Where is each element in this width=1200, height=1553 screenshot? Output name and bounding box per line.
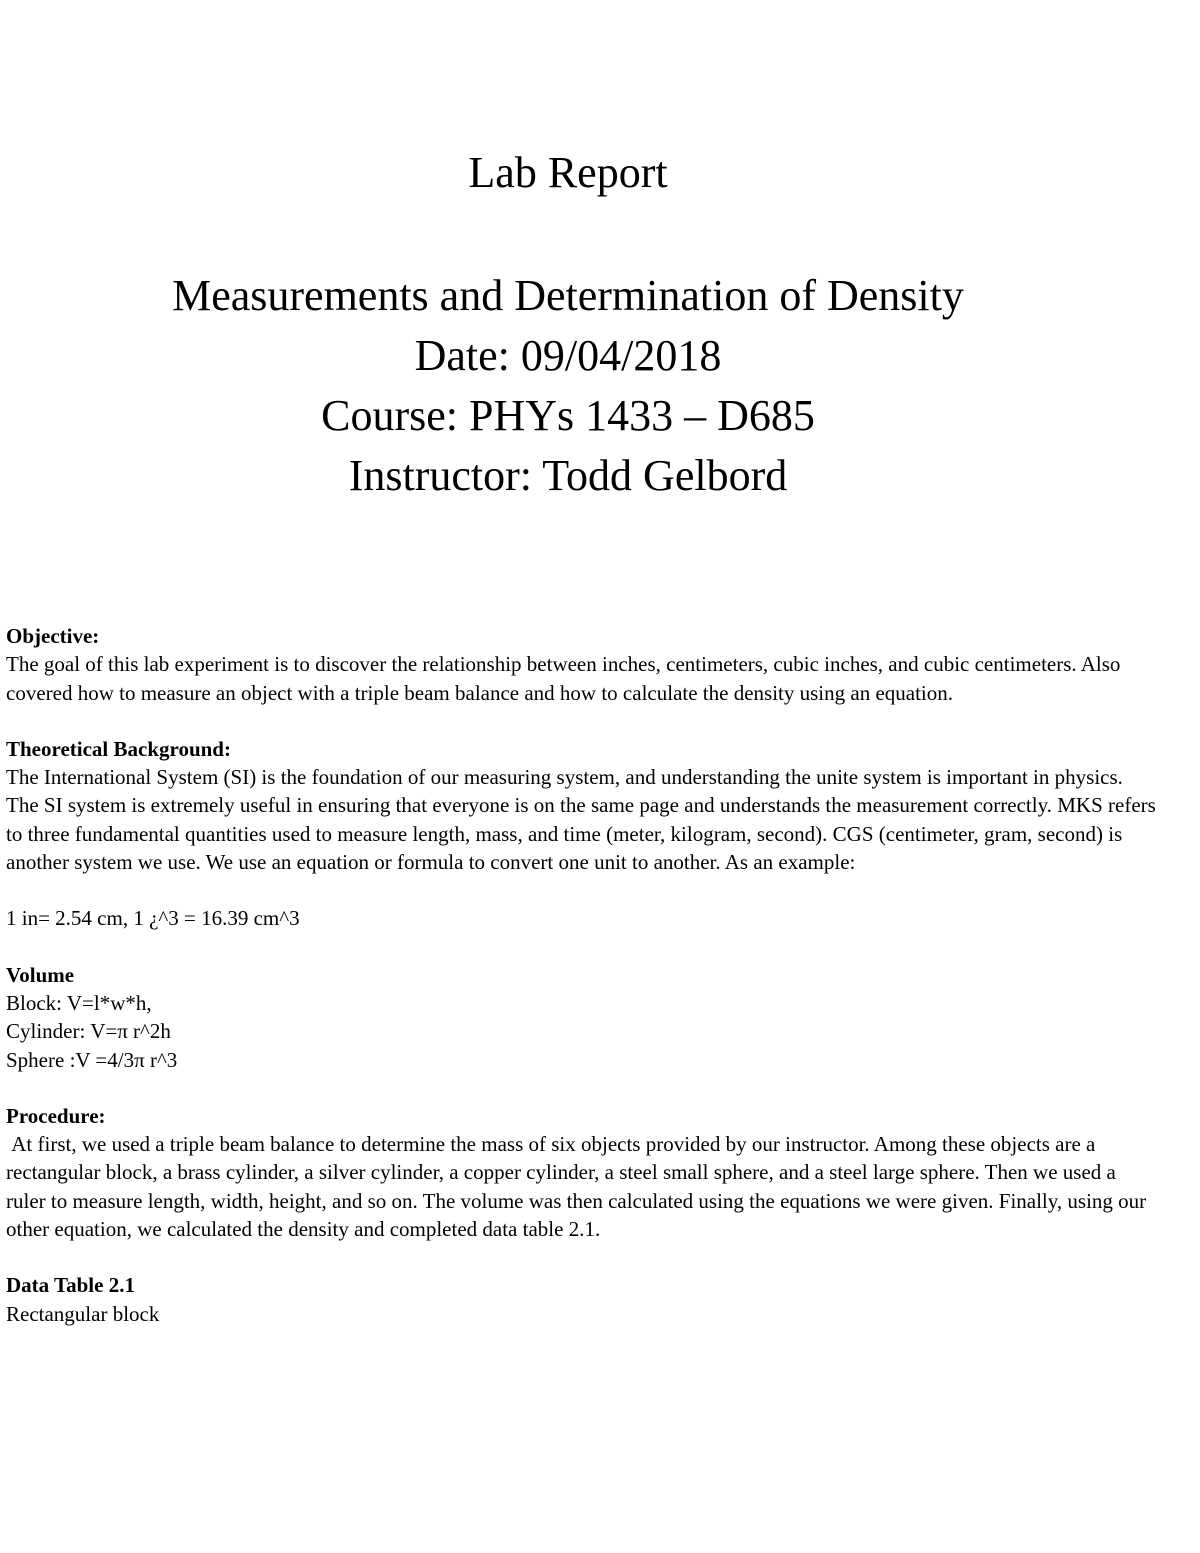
procedure-section [6, 1102, 1156, 1243]
report-subtitle: Measurements and Determination of Density [172, 271, 964, 320]
background-text: The International System (SI) is the foundation of our measuring system, and understanding the unite system is important in physics. The SI system is extremely useful in ensuring that everyone is on the same page and understands the measurement correctly. MKS refers to three fundamental quantities used to measure length, mass, and time (meter, kilogram, second). CGS (centimeter, gram, second) is another system we use. We use an equation or formula to convert one unit to another. As an example: [6, 765, 1156, 875]
volume-block-formula: Block: V=l*w*h, [6, 990, 152, 1015]
procedure-heading: Procedure: [6, 1103, 106, 1128]
title-details [0, 266, 1136, 506]
report-course: Course: PHYs 1433 – D685 [321, 391, 815, 440]
background-heading: Theoretical Background: [6, 736, 231, 761]
volume-heading: Volume [6, 962, 75, 987]
report-date: Date: 09/04/2018 [414, 331, 722, 380]
objective-heading: Objective: [6, 624, 100, 648]
volume-section [6, 961, 1156, 1074]
objective-section [6, 622, 1156, 707]
data-table-caption: Rectangular block [6, 1301, 160, 1326]
volume-sphere-formula: Sphere :V =4/3π r^3 [6, 1047, 178, 1072]
objective-text: The goal of this lab experiment is to discover the relationship between inches, centimeters, cubic inches, and cubic centimeters. Also covered how to measure an object with a triple beam balance and how to calculate the density using an equation. [6, 652, 1121, 705]
data-table-section [6, 1271, 1156, 1328]
data-table-heading: Data Table 2.1 [6, 1273, 135, 1298]
procedure-text: At first, we used a triple beam balance to determine the mass of six objects provided by our instructor. Among these objects are a rectangular block, a brass cylinder, a silver cylinder, a copper cylinder, a steel small sphere, and a steel large sphere. Then we used a ruler to measure length, width, height, and so on. The volume was then calculated using the equations we were given. Finally, using our other equation, we calculated the density and completed data table 2.1. [6, 1132, 1152, 1242]
conversion-example: 1 in= 2.54 cm, 1 ¿^3 = 16.39 cm^3 [6, 906, 300, 931]
report-instructor: Instructor: Todd Gelbord [348, 451, 788, 500]
page-title: Lab Report [468, 148, 668, 197]
report-body [6, 622, 1156, 1328]
volume-cylinder-formula: Cylinder: V=π r^2h [6, 1019, 171, 1044]
background-section [6, 735, 1156, 933]
